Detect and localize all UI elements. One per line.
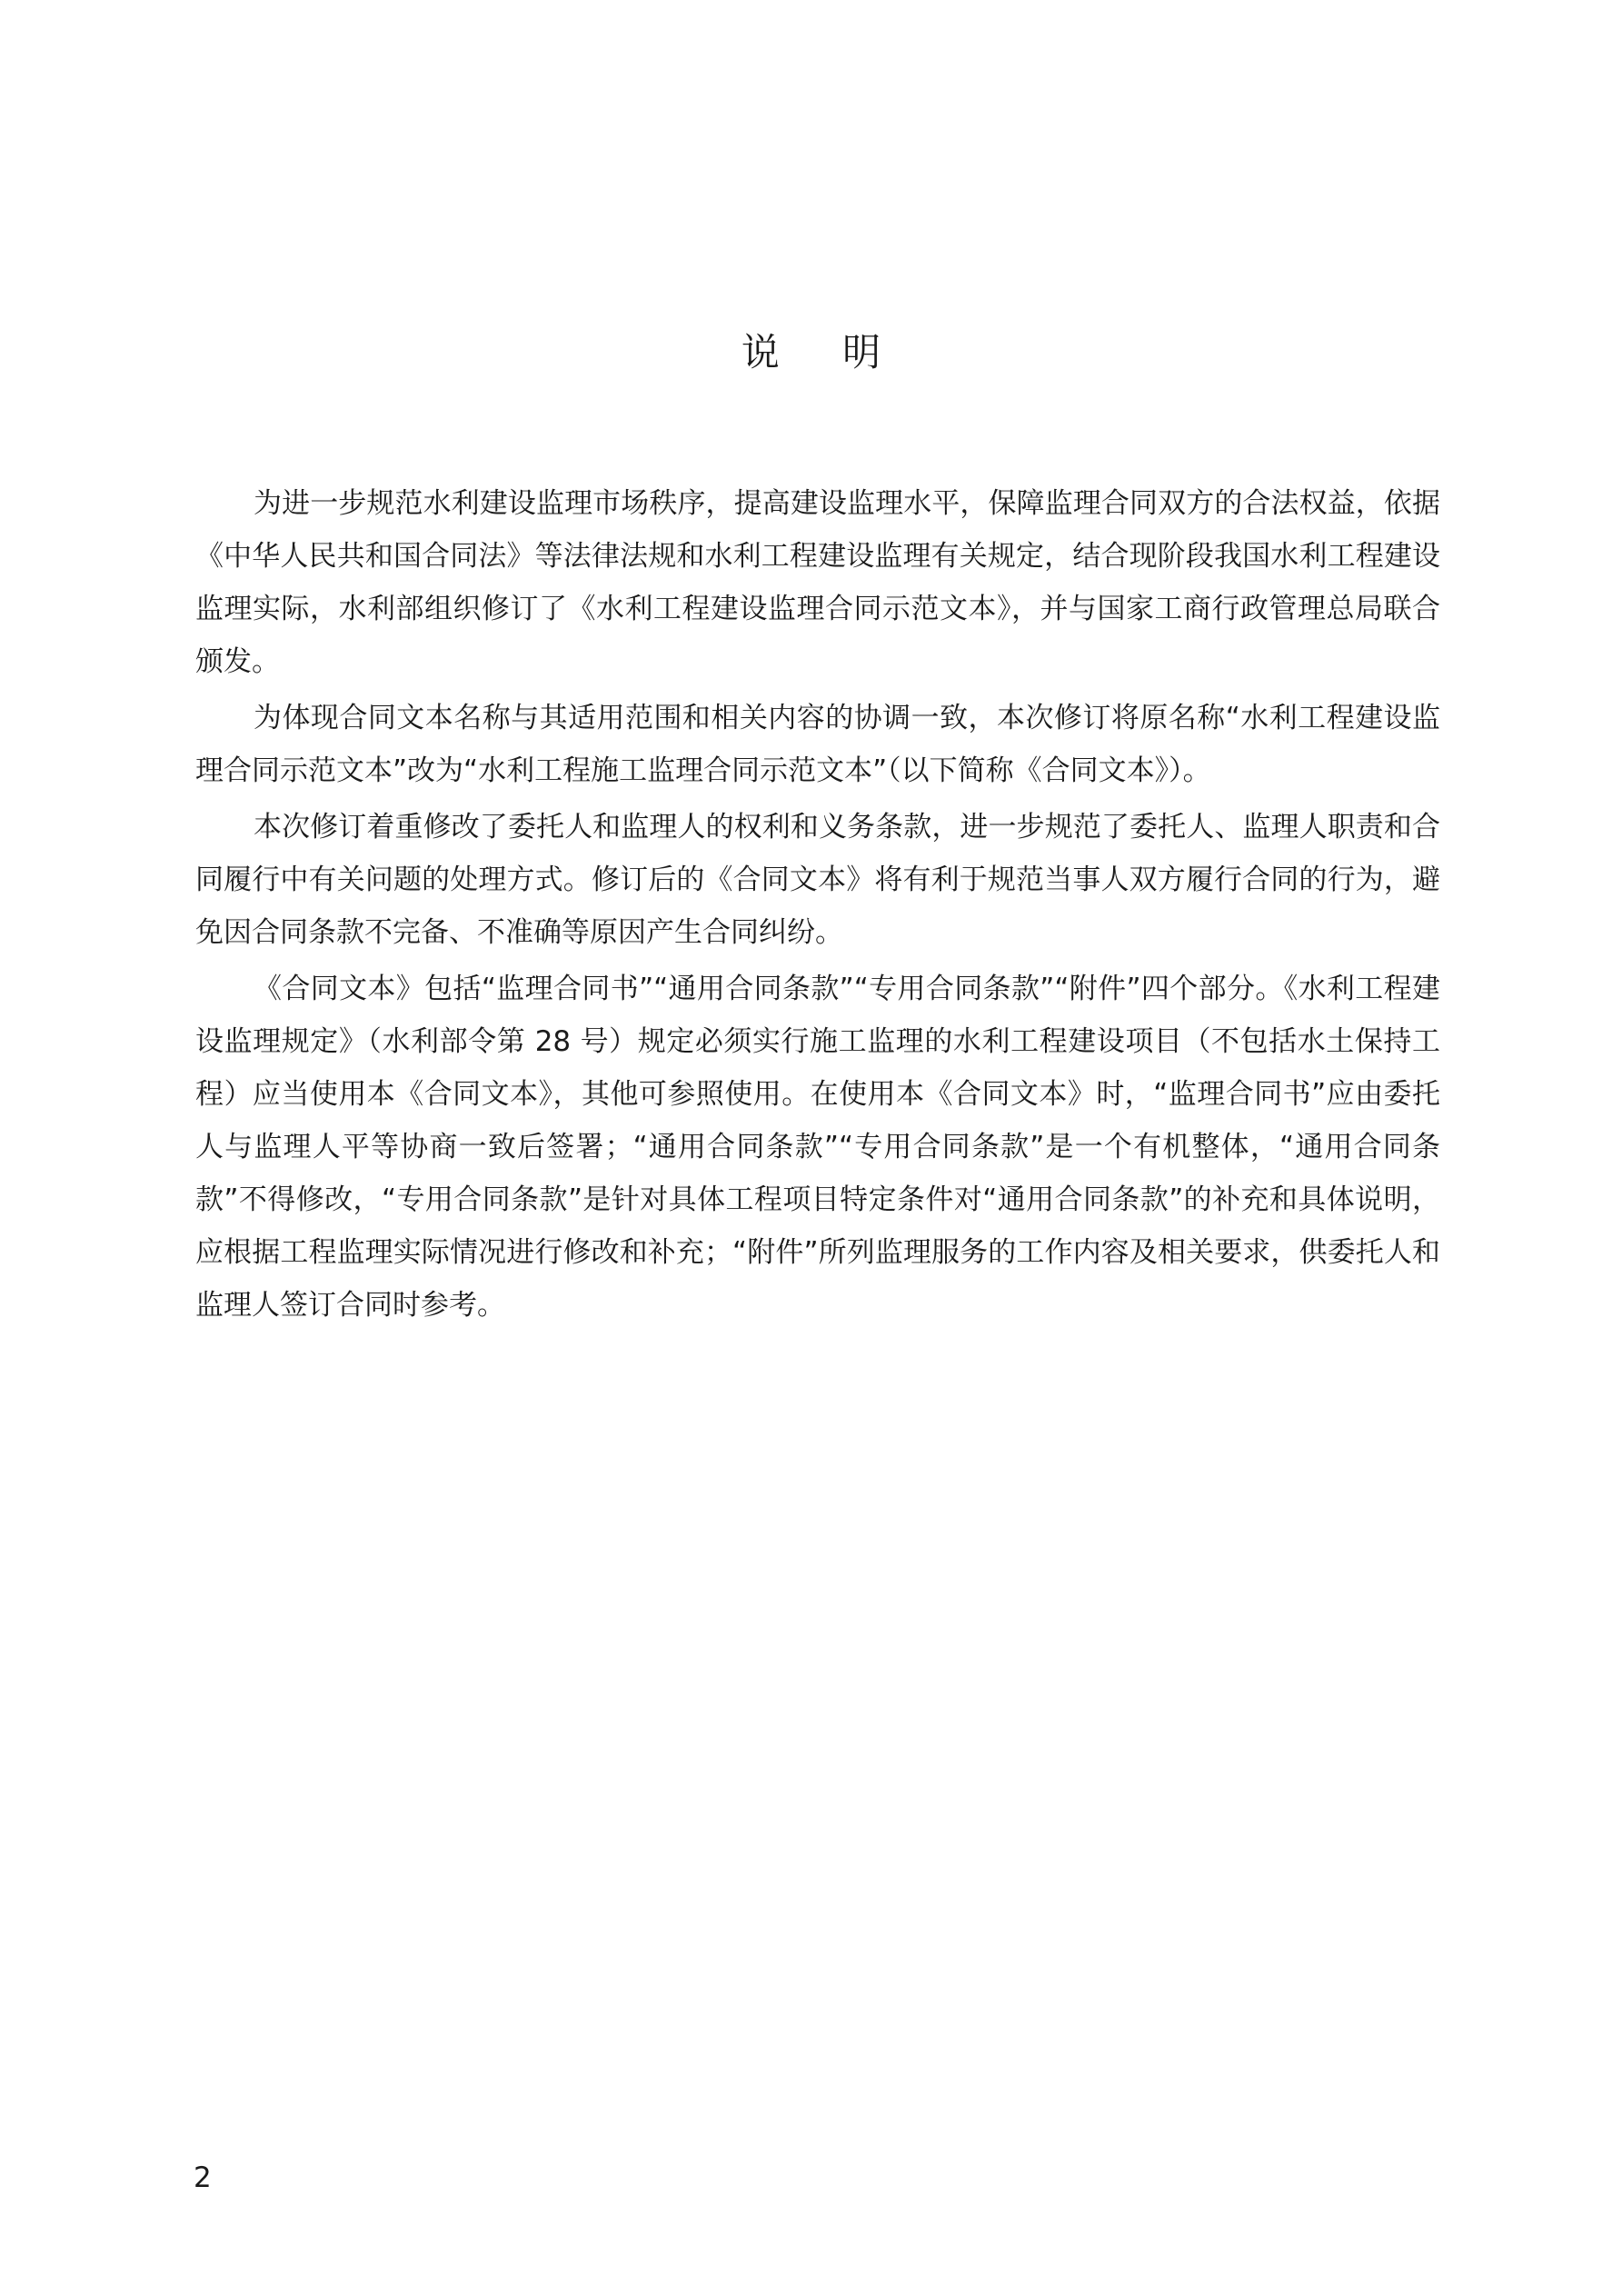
- paragraph-3: 本次修订着重修改了委托人和监理人的权利和义务条款，进一步规范了委托人、监理人职责和合同履行中有关问题的处理方式。修订后的《合同文本》将有利于规范当事人双方履行合同的行为，避免因合同条款不完备、不准确等原因产生合同纠纷。: [195, 811, 1440, 949]
- page-title: 说 明: [741, 330, 907, 374]
- page-number: 2: [194, 2161, 212, 2194]
- paragraph-4: 《合同文本》包括“监理合同书”“通用合同条款”“专用合同条款”“附件”四个部分。《水利工程建设监理规定》（水利部令第 28 号）规定必须实行施工监理的水利工程建设项目（不包括水土保持工程）应当使用本《合同文本》，其他可参照使用。在使用本《合同文本》时，“监理合同书”应由委托人与监理人平等协商一致后签署；“通用合同条款”“专用合同条款”是一个有机整体，“通用合同条款”不得修改，“专用合同条款”是针对具体工程项目特定条件对“通用合同条款”的补充和具体说明，应根据工程监理实际情况进行修改和补充；“附件”所列监理服务的工作内容及相关要求，供委托人和监理人签订合同时参考。: [195, 973, 1440, 1322]
- paragraph-1: 为进一步规范水利建设监理市场秩序，提高建设监理水平，保障监理合同双方的合法权益，依据《中华人民共和国合同法》等法律法规和水利工程建设监理有关规定，结合现阶段我国水利工程建设监理实际，水利部组织修订了《水利工程建设监理合同示范文本》，并与国家工商行政管理总局联合颁发。: [195, 487, 1440, 678]
- body-text: [195, 477, 1440, 1335]
- paragraph-2: 为体现合同文本名称与其适用范围和相关内容的协调一致，本次修订将原名称“水利工程建设监理合同示范文本”改为“水利工程施工监理合同示范文本”（以下简称《合同文本》）。: [195, 702, 1440, 787]
